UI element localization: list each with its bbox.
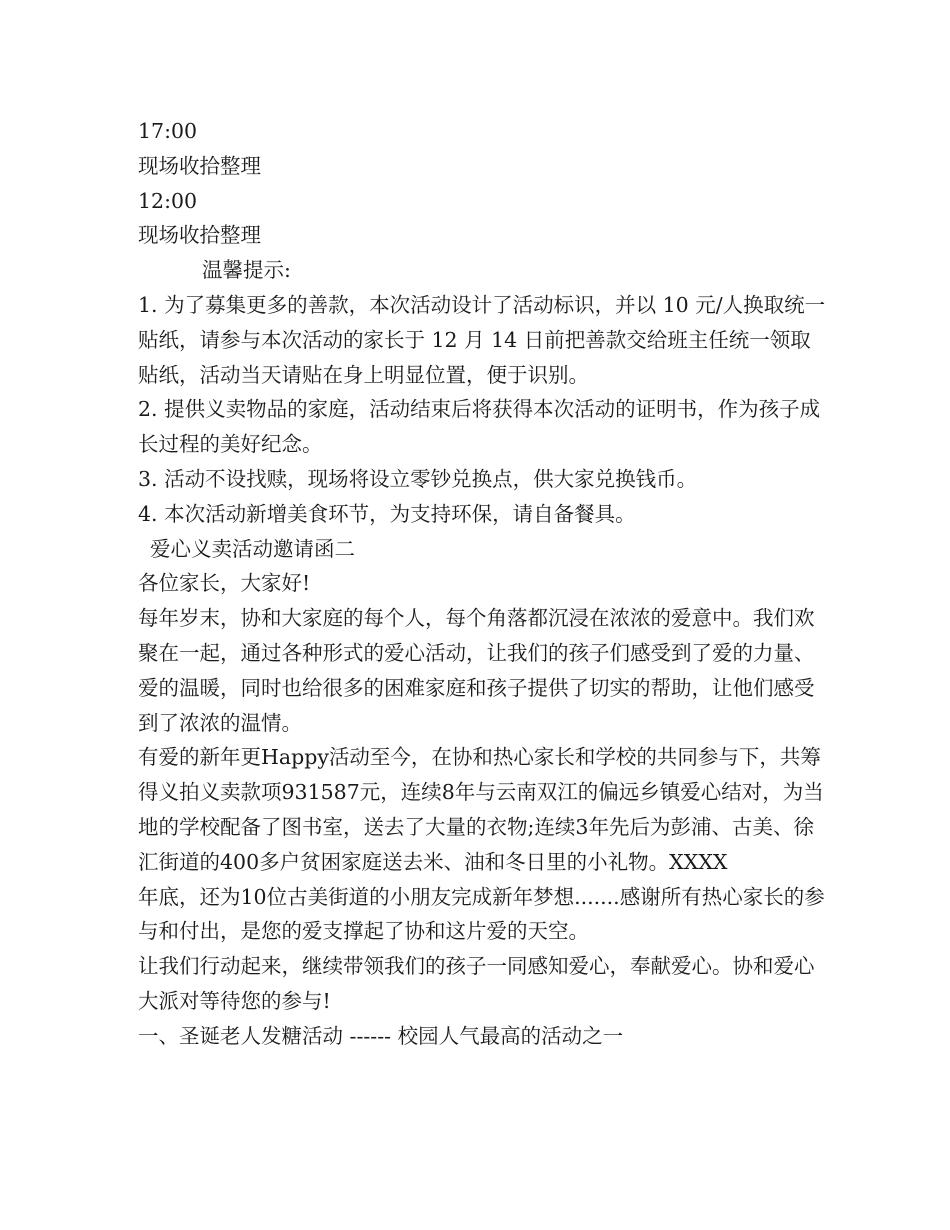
schedule-item: 现场收拾整理 [138, 223, 261, 248]
tip-item: 4. 本次活动新增美食环节，为支持环保，请自备餐具。 [138, 501, 636, 526]
section-heading: 一、圣诞老人发糖活动 ------ 校园人气最高的活动之一 [138, 1023, 624, 1048]
letter-title: 爱心义卖活动邀请函二 [150, 536, 355, 561]
document-body [138, 114, 828, 1054]
schedule-time: 17:00 [138, 119, 198, 143]
body-paragraph: 让我们行动起来，继续带领我们的孩子一同感知爱心，奉献爱心。协和爱心大派对等待您的参与! [138, 954, 815, 1013]
body-paragraph: 每年岁末，协和大家庭的每个人，每个角落都沉浸在浓浓的爱意中。我们欢聚在一起，通过各种形式的爱心活动，让我们的孩子们感受到了爱的力量、爱的温暖，同时也给很多的困难家庭和孩子提供了切实的帮助，让他们感受到了浓浓的温情。 [138, 606, 815, 735]
schedule-item: 现场收拾整理 [138, 153, 261, 178]
schedule-time: 12:00 [138, 188, 198, 213]
tip-item: 1. 为了募集更多的善款，本次活动设计了活动标识，并以 10 元/人换取统一贴纸，请参与本次活动的家长于 12 月 14 日前把善款交给班主任统一领取贴纸，活动当天请贴在身上明显位置，便于识别。 [138, 292, 826, 387]
tip-item: 2. 提供义卖物品的家庭，活动结束后将获得本次活动的证明书，作为孩子成长过程的美好纪念。 [138, 397, 821, 457]
tips-heading: 温馨提示: [202, 258, 291, 283]
letter-greeting: 各位家长，大家好! [138, 571, 311, 596]
body-paragraph: 有爱的新年更Happy活动至今，在协和热心家长和学校的共同参与下，共筹得义拍义卖款项931587元，连续8年与云南双江的偏远乡镇爱心结对，为当地的学校配备了图书室，送去了大量的衣物;连续3年先后为彭浦、古美、徐汇街道的400多户贫困家庭送去米、油和冬日里的小礼物。XXXX [138, 745, 824, 874]
tip-item: 3. 活动不设找赎，现场将设立零钞兑换点，供大家兑换钱币。 [138, 466, 698, 491]
body-paragraph: 年底，还为10位古美街道的小朋友完成新年梦想.......感谢所有热心家长的参与和付出，是您的爱支撑起了协和这片爱的天空。 [138, 884, 825, 944]
